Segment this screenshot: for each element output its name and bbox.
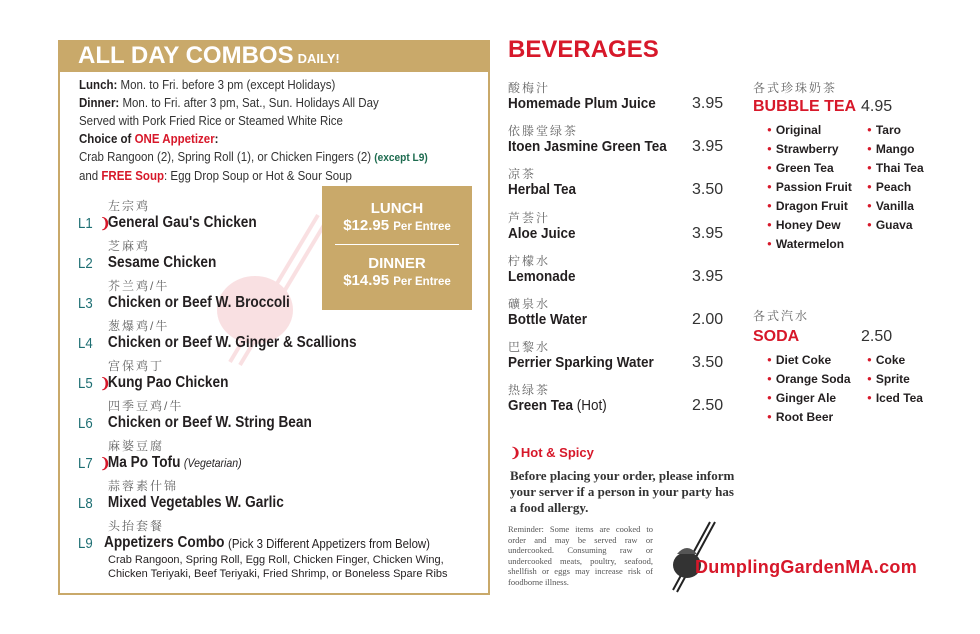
beverage-item bbox=[508, 209, 733, 249]
combo-name: Mixed Vegetables W. Garlic bbox=[107, 494, 284, 511]
combo-item bbox=[78, 397, 478, 433]
free-soup: FREE Soup bbox=[101, 169, 165, 183]
combo-name: Appetizers Combo bbox=[104, 534, 225, 551]
dinner-price-label: DINNER bbox=[368, 255, 426, 272]
beverage-name-wrap bbox=[508, 95, 656, 112]
combo-code: L5 bbox=[78, 374, 93, 392]
combo-code: L3 bbox=[78, 294, 93, 312]
and-text: and bbox=[79, 169, 102, 183]
bubble-option: ● Strawberry bbox=[767, 142, 867, 156]
soda-option: ● Sprite bbox=[867, 372, 945, 386]
bubble-tea-cn: 各式珍珠奶茶 bbox=[753, 81, 838, 95]
dinner-text: Mon. to Fri. after 3 pm, Sat., Sun. Holidays All Day bbox=[119, 96, 379, 110]
beverage-cn-name: 礦泉水 bbox=[508, 297, 551, 311]
colon: : bbox=[214, 132, 219, 146]
combo-item bbox=[78, 517, 478, 581]
choice-red: ONE Appetizer bbox=[134, 132, 215, 146]
beverage-name-wrap bbox=[508, 225, 576, 242]
beverage-price: 3.95 bbox=[692, 138, 724, 156]
combo-name: Chicken or Beef W. Broccoli bbox=[107, 294, 290, 311]
combo-code: L4 bbox=[78, 334, 93, 352]
beverage-item bbox=[508, 252, 733, 292]
lunch-price: $12.95 bbox=[343, 217, 390, 234]
beverage-name: Itoen Jasmine Green Tea bbox=[508, 138, 667, 156]
combo-item bbox=[78, 357, 478, 393]
bubble-option: ● Passion Fruit bbox=[767, 180, 867, 194]
combo-note: (Vegetarian) bbox=[183, 456, 242, 470]
beverage-item bbox=[508, 338, 733, 378]
beverages-title: BEVERAGES bbox=[508, 36, 659, 63]
served-with: Served with Pork Fried Rice or Steamed White Rice bbox=[79, 114, 343, 128]
appetizer-choices: Crab Rangoon (2), Spring Roll (1), or Chicken Fingers (2) bbox=[79, 150, 375, 164]
bubble-option: ● Green Tea bbox=[767, 161, 867, 175]
bubble-option: ● Honey Dew bbox=[767, 218, 867, 232]
beverage-name: Aloe Juice bbox=[508, 224, 576, 242]
combo-item bbox=[78, 237, 478, 273]
combo-item bbox=[78, 437, 478, 473]
beverage-cn-name: 凉茶 bbox=[508, 167, 537, 182]
beverage-name: Lemonade bbox=[508, 267, 576, 285]
beverage-name-wrap bbox=[508, 268, 576, 285]
beverage-price: 2.50 bbox=[692, 397, 724, 415]
combo-item bbox=[78, 317, 478, 353]
combo-sub: Chicken Teriyaki, Beef Teriyaki, Fried Shrimp, or Boneless Spare Ribs bbox=[108, 568, 448, 580]
combo-code: L6 bbox=[78, 414, 93, 432]
combo-code: L7 bbox=[78, 454, 93, 472]
beverage-name: Green Tea bbox=[508, 397, 574, 415]
combo-cn-name: 麻婆豆腐 bbox=[108, 439, 165, 453]
soda-option: ● Root Beer bbox=[767, 410, 867, 424]
soda-option: ● Iced Tea bbox=[867, 391, 945, 405]
beverage-item bbox=[508, 295, 733, 335]
dinner-label: Dinner: bbox=[79, 96, 120, 110]
combo-code: L1 bbox=[78, 214, 93, 232]
website-logo-text: DumplingGardenMA.com bbox=[695, 557, 918, 577]
chili-pepper-icon: ❩ bbox=[100, 214, 111, 231]
beverage-cn-name: 巴黎水 bbox=[508, 340, 551, 355]
allergy-notice: Before placing your order, please inform your server if a person in your party has a food allergy. bbox=[510, 468, 735, 515]
beverage-name-wrap bbox=[508, 181, 576, 198]
beverage-cn-name: 热绿茶 bbox=[508, 383, 551, 398]
beverage-cn-name: 柠檬水 bbox=[508, 253, 551, 268]
lunch-label: Lunch: bbox=[79, 78, 118, 92]
soda-cn: 各式汽水 bbox=[753, 309, 810, 323]
combo-cn-name: 四季豆鸡/牛 bbox=[108, 399, 184, 413]
soda-title: SODA bbox=[753, 328, 800, 345]
combo-cn-name: 蒜蓉素什锦 bbox=[108, 479, 179, 493]
bubble-option: ● Watermelon bbox=[767, 237, 867, 251]
chili-pepper-icon: ❩ bbox=[510, 445, 521, 460]
beverage-price: 3.50 bbox=[692, 354, 724, 372]
combo-code: L8 bbox=[78, 494, 93, 512]
beverage-price: 3.95 bbox=[692, 224, 724, 242]
beverage-name: Homemade Plum Juice bbox=[508, 95, 656, 112]
beverage-note: (Hot) bbox=[573, 397, 607, 415]
bubble-option: ● Guava bbox=[867, 218, 945, 232]
beverage-item bbox=[508, 165, 733, 205]
bubble-tea-price: 4.95 bbox=[861, 98, 893, 115]
combo-cn-name: 芥兰鸡/牛 bbox=[108, 279, 170, 293]
soda-section bbox=[753, 307, 945, 424]
bubble-option: ● Original bbox=[767, 123, 867, 137]
beverage-cn-name: 依滕堂绿茶 bbox=[508, 124, 579, 139]
combo-cn-name: 宫保鸡丁 bbox=[108, 359, 165, 373]
combos-intro bbox=[79, 76, 428, 185]
bubble-option: ● Taro bbox=[867, 123, 945, 137]
combo-sub: Crab Rangoon, Spring Roll, Egg Roll, Chicken Finger, Chicken Wing, bbox=[108, 554, 444, 566]
bubble-option: ● Vanilla bbox=[867, 199, 945, 213]
soda-option: ● Ginger Ale bbox=[767, 391, 867, 405]
beverage-item bbox=[508, 79, 733, 119]
beverage-name: Herbal Tea bbox=[508, 181, 577, 199]
beverage-price: 3.50 bbox=[692, 181, 724, 199]
beverage-name: Bottle Water bbox=[508, 311, 588, 328]
beverage-cn-name: 芦荟汁 bbox=[508, 210, 551, 225]
bubble-option: ● Peach bbox=[867, 180, 945, 194]
combos-title bbox=[58, 40, 490, 72]
choice-label: Choice of bbox=[79, 132, 135, 146]
combos-title-suffix: DAILY! bbox=[297, 51, 340, 66]
beverage-price: 2.00 bbox=[692, 311, 724, 328]
soup-text: : Egg Drop Soup or Hot & Sour Soup bbox=[164, 169, 352, 183]
combo-name: General Gau's Chicken bbox=[107, 214, 257, 231]
bubble-option: ● Thai Tea bbox=[867, 161, 945, 175]
combo-name: Chicken or Beef W. Ginger & Scallions bbox=[107, 334, 357, 351]
combo-item bbox=[78, 277, 478, 313]
beverage-name-wrap bbox=[508, 354, 654, 371]
combo-item bbox=[78, 477, 478, 513]
beverage-name-wrap bbox=[508, 138, 667, 155]
beverage-name-wrap bbox=[508, 397, 607, 414]
lunch-price-label: LUNCH bbox=[370, 200, 424, 217]
combos-title-text: ALL DAY COMBOS bbox=[78, 42, 294, 69]
combo-cn-name: 头抬套餐 bbox=[108, 519, 165, 533]
hot-spicy-label: Hot & Spicy bbox=[520, 445, 594, 460]
bubble-option: ● Mango bbox=[867, 142, 945, 156]
beverage-name-wrap bbox=[508, 311, 587, 328]
beverage-item bbox=[508, 122, 733, 162]
combo-cn-name: 葱爆鸡/牛 bbox=[108, 319, 170, 333]
combo-cn-name: 芝麻鸡 bbox=[108, 239, 151, 253]
combo-code: L9 bbox=[78, 534, 93, 552]
combo-name: Kung Pao Chicken bbox=[107, 374, 229, 391]
soda-price: 2.50 bbox=[861, 328, 893, 345]
chili-pepper-icon: ❩ bbox=[100, 454, 111, 471]
soda-option: ● Orange Soda bbox=[767, 372, 867, 386]
lunch-text: Mon. to Fri. before 3 pm (except Holidays) bbox=[117, 78, 336, 92]
reminder-notice: Reminder: Some items are cooked to order and may be served raw or undercooked. Consuming raw or undercooked meats, poultry, seafood, shellfish or eggs may increase risk of foodborne illness. bbox=[508, 524, 653, 587]
beverage-name: Perrier Sparking Water bbox=[508, 354, 654, 372]
beverage-cn-name: 酸梅汁 bbox=[508, 81, 551, 95]
bubble-tea-section bbox=[753, 79, 945, 251]
combo-name: Sesame Chicken bbox=[107, 254, 217, 271]
dinner-price: $14.95 bbox=[343, 272, 390, 289]
hot-spicy-legend bbox=[510, 445, 594, 461]
beverage-item bbox=[508, 381, 733, 421]
bubble-tea-title: BUBBLE TEA bbox=[753, 98, 857, 115]
combo-item bbox=[78, 197, 478, 233]
combo-note: (Pick 3 Different Appetizers from Below) bbox=[228, 535, 430, 551]
beverage-price: 3.95 bbox=[692, 95, 724, 112]
beverage-price: 3.95 bbox=[692, 267, 724, 285]
lunch-per: Per Entree bbox=[393, 221, 451, 233]
soda-option: ● Coke bbox=[867, 353, 945, 367]
soda-option: ● Diet Coke bbox=[767, 353, 867, 367]
except-note: (except L9) bbox=[374, 152, 428, 164]
combo-code: L2 bbox=[78, 254, 93, 272]
combo-cn-name: 左宗鸡 bbox=[108, 199, 151, 213]
dinner-per: Per Entree bbox=[393, 276, 451, 288]
combo-name: Ma Po Tofu bbox=[107, 454, 181, 471]
chili-pepper-icon: ❩ bbox=[100, 374, 111, 391]
bubble-option: ● Dragon Fruit bbox=[767, 199, 867, 213]
combo-name: Chicken or Beef W. String Bean bbox=[107, 414, 312, 431]
